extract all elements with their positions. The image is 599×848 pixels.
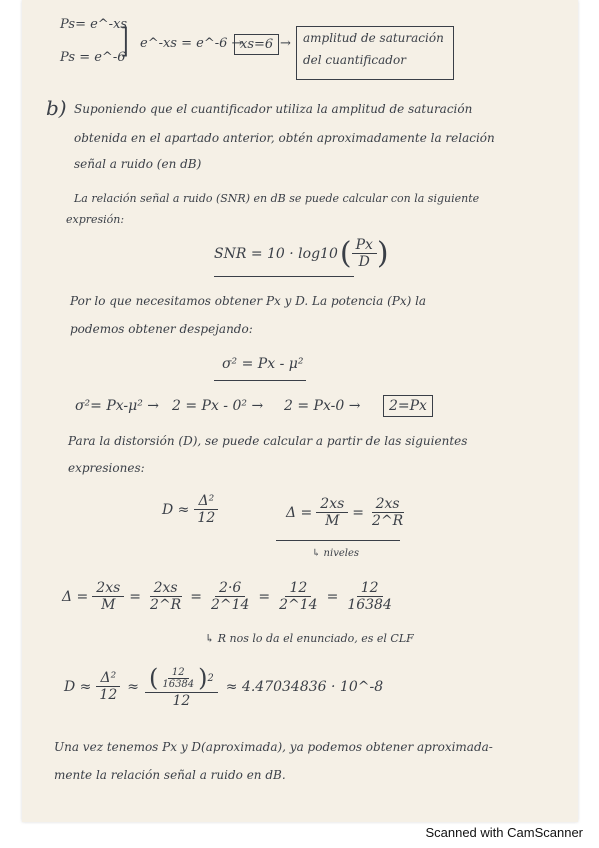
power-intro-line-2: podemos obtener despejando: [70, 322, 253, 336]
xs-boxed-result: xs=6 [234, 34, 279, 55]
snr-fraction-num: Px [352, 237, 377, 254]
chain-step-1: σ²= Px-μ² → [75, 398, 160, 414]
delta-calc-f4 [275, 580, 321, 613]
delta-calc-f2-num: 2xs [150, 580, 182, 597]
camscanner-watermark: Scanned with CamScanner [425, 825, 583, 840]
d-calc-f2 [145, 664, 218, 709]
variance-underline [214, 380, 306, 381]
delta-fraction-1-num: 2xs [316, 496, 348, 513]
chain-step-3: 2 = Px-0 → [284, 398, 361, 414]
delta-calc-f2 [146, 580, 185, 613]
snr-underline [214, 276, 354, 277]
part-b-line-1: Suponiendo que el cuantificador utiliza la amplitud de saturación [74, 102, 473, 116]
result-line-2: del cuantificador [303, 53, 406, 67]
result-box [296, 26, 454, 80]
delta-calc-f5-num: 12 [357, 580, 383, 597]
closing-line-2: mente la relación señal a ruido en dB. [54, 768, 286, 782]
d-calc-f1 [95, 670, 121, 703]
chain-step-2: 2 = Px - 0² → [172, 398, 264, 414]
d-fraction-num: Δ² [194, 493, 218, 510]
d-formula [162, 493, 219, 526]
d-calc-f2-den: 12 [172, 693, 191, 709]
delta-fraction-1 [316, 496, 348, 529]
clf-note: ↳ R nos lo da el enunciado, es el CLF [205, 632, 414, 645]
eq-ps-exs: Ps= e^-xs [60, 17, 128, 32]
delta-calc-f4-num: 12 [285, 580, 311, 597]
delta-calc-f1 [92, 580, 124, 613]
delta-calc-f4-den: 2^14 [279, 597, 318, 613]
snr-formula-lhs: SNR = 10 · log10 [214, 245, 338, 262]
delta-fraction-2 [368, 496, 407, 529]
variance-formula: σ² = Px - μ² [222, 356, 304, 372]
distortion-intro-line-2: expresiones: [68, 461, 145, 475]
power-intro-line-1: Por lo que necesitamos obtener Px y D. La potencia (Px) la [70, 294, 427, 308]
delta-calc-f2-den: 2^R [150, 597, 182, 613]
d-calc-inner-fraction [158, 667, 198, 690]
delta-calc-f5-den: 16384 [347, 597, 392, 613]
delta-calc-f3-num: 2·6 [215, 580, 245, 597]
delta-fraction-2-den: 2^R [372, 513, 404, 529]
part-b-label: b) [46, 96, 67, 120]
arrow-icon: → [280, 36, 291, 51]
delta-fraction-1-den: M [325, 513, 340, 529]
d-calc-lhs: D ≈ [64, 678, 92, 695]
distortion-intro-line-1: Para la distorsión (D), se puede calcular a partir de las siguientes [68, 434, 468, 448]
delta-calc-f3 [207, 580, 253, 613]
result-line-1: amplitud de saturación [303, 31, 444, 45]
bracket: ] [120, 21, 129, 61]
delta-underline [276, 540, 400, 541]
px-boxed-result: 2=Px [383, 395, 433, 417]
d-calc-f1-num: Δ² [96, 670, 120, 687]
delta-calc: Δ = $\frac{2xs}{M}$ = $\frac{2xs}{2\^{}R}$ = $\frac{2\cdot 6}{2\^{}14}$ = $\frac{12}{2\^{}14}$ = $\frac{12}{16384}$ [62, 580, 396, 613]
snr-intro-line-2: expresión: [66, 213, 125, 226]
part-b-line-2: obtenida en el apartado anterior, obtén aproximadamente la relación [74, 131, 495, 145]
part-b-line-3: señal a ruido (en dB) [74, 157, 202, 171]
d-fraction [193, 493, 219, 526]
delta-calc-f1-den: M [101, 597, 116, 613]
delta-calc-f3-den: 2^14 [210, 597, 250, 613]
eq-exs-equals-e6: e^-xs = e^-6 → [140, 36, 243, 51]
d-calc-result: ≈ 4.47034836 · 10^-8 [225, 678, 384, 695]
d-calc: D ≈ $\frac{\text{Δ²}}{12}$ ≈ ( $\frac{12}{16384}$ ) 2 12 ≈ 4.47034836 · 10^-8 [64, 664, 384, 709]
delta-formula: Δ = $\frac{2xs}{M}$ = $\frac{2xs}{2\^{}R}$ [286, 496, 407, 529]
snr-fraction-den: D [358, 254, 370, 270]
d-calc-f2-num: ( $\frac{12}{16384}$ ) 2 [145, 664, 218, 693]
d-formula-lhs: D ≈ [162, 501, 190, 518]
snr-fraction [352, 237, 377, 270]
delta-calc-f5 [343, 580, 396, 613]
delta-calc-f1-num: 2xs [92, 580, 124, 597]
closing-line-1: Una vez tenemos Px y D(aproximada), ya podemos obtener aproximada- [54, 740, 493, 754]
snr-intro-line-1: La relación señal a ruido (SNR) en dB se puede calcular con la siguiente [74, 192, 480, 205]
d-calc-inner-den: 16384 [162, 678, 195, 690]
snr-formula: SNR = 10 · log10 ( $\frac{Px}{D}$ ) [214, 236, 389, 271]
delta-fraction-2-num: 2xs [372, 496, 404, 513]
d-calc-f1-den: 12 [99, 687, 118, 703]
delta-calc-lhs: Δ = [62, 588, 89, 605]
d-fraction-den: 12 [197, 510, 216, 526]
niveles-note: ↳ niveles [312, 548, 360, 559]
d-calc-inner-num: 12 [168, 667, 189, 679]
delta-formula-lhs: Δ = [286, 504, 313, 521]
eq-ps-e6: Ps = e^-6 [60, 50, 126, 65]
